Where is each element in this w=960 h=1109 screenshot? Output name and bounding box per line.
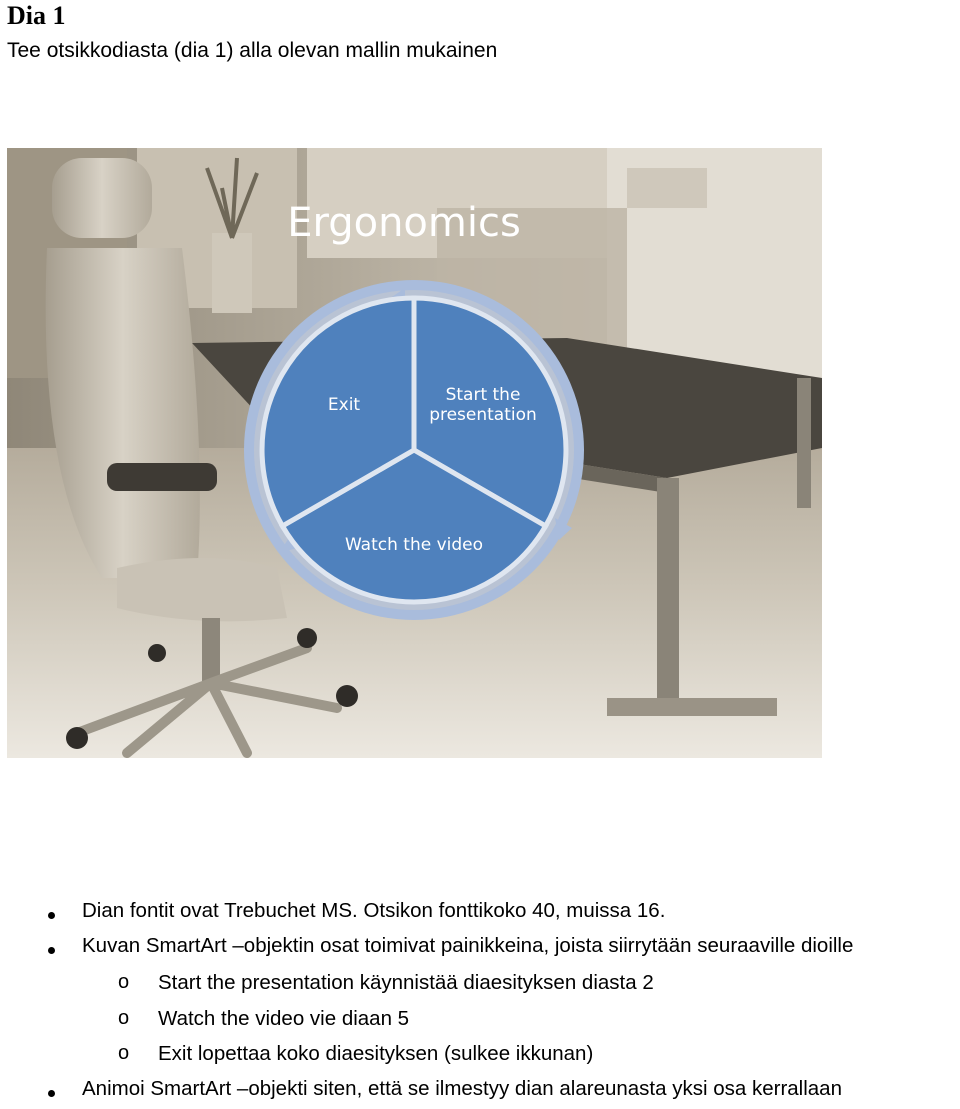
sub-bullet-text: Exit lopettaa koko diaesityksen (sulkee ikkunan): [158, 1042, 594, 1065]
page-subtitle: Tee otsikkodiasta (dia 1) alla olevan mallin mukainen: [7, 39, 498, 62]
sub-bullet-text: Start the presentation käynnistää diaesityksen diasta 2: [158, 971, 654, 994]
exit-label: Exit: [327, 395, 361, 415]
bullet-text: Animoi SmartArt –objekti siten, että se ilmestyy dian alareunasta yksi osa kerrallaan: [82, 1077, 842, 1100]
bullet-dot-icon: [48, 912, 55, 919]
page-heading: Dia 1: [7, 1, 66, 30]
bullet-dot-icon: [48, 947, 55, 954]
sub-bullet-marker: o: [118, 1007, 130, 1029]
slide-title: Ergonomics: [287, 200, 521, 246]
bullet-dot-icon: [48, 1090, 55, 1097]
watch-label: Watch the video: [344, 535, 484, 555]
sub-bullet-marker: o: [118, 1042, 130, 1064]
bullet-text: Kuvan SmartArt –objektin osat toimivat painikkeina, joista siirrytään seuraaville dioille: [82, 934, 854, 957]
slide-preview: [7, 148, 822, 758]
start-label-line1: Start the: [445, 385, 521, 405]
sub-bullet-marker: o: [118, 971, 130, 993]
sub-bullet-text: Watch the video vie diaan 5: [158, 1007, 410, 1030]
start-label-line2: presentation: [429, 405, 537, 425]
bullet-text: Dian fontit ovat Trebuchet MS. Otsikon fonttikoko 40, muissa 16.: [82, 899, 666, 922]
